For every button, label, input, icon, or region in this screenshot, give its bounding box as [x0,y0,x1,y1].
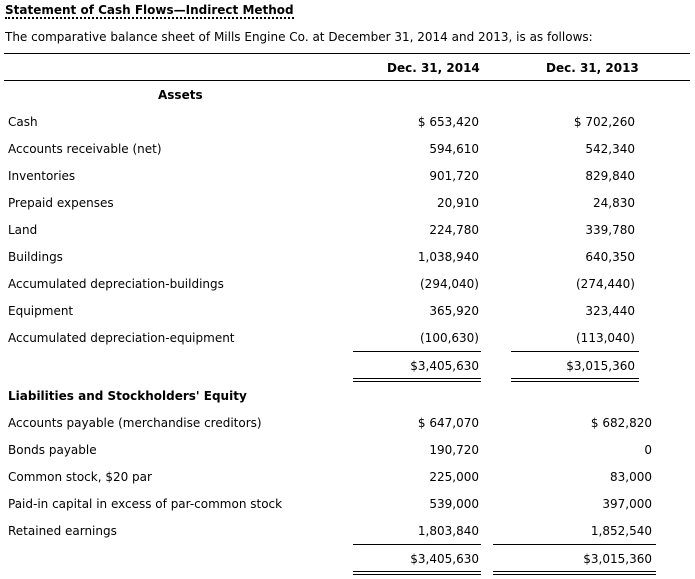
row-label: Land [8,223,38,237]
table-row [0,331,695,346]
value-2014: (100,630) [420,331,479,345]
value-2014: 1,038,940 [417,250,479,264]
table-row [0,142,695,157]
value-2013: 1,852,540 [590,524,652,538]
assets-total-2013: $3,015,360 [566,359,635,373]
table-row [0,196,695,211]
subtotal-rule-2014 [353,544,481,545]
liabilities-heading: Liabilities and Stockholders' Equity [8,389,247,403]
header-top-rule [4,53,690,54]
value-2013: 829,840 [585,169,635,183]
row-label: Equipment [8,304,74,318]
value-2014: 539,000 [429,497,479,511]
total-double-rule-2014 [353,574,481,575]
value-2013: 640,350 [585,250,635,264]
liabilities-total-2014: $3,405,630 [410,552,479,566]
row-label: Buildings [8,250,63,264]
value-2014: 1,803,840 [417,524,479,538]
value-2013: (274,440) [576,277,635,291]
liabilities-total-row [0,552,695,567]
subtotal-rule-2014 [353,351,481,352]
value-2014: 224,780 [429,223,479,237]
value-2014: $ 647,070 [417,416,479,430]
assets-total-row [0,359,695,374]
assets-total-2014: $3,405,630 [410,359,479,373]
subtotal-rule-2013 [511,351,639,352]
total-double-rule-2014 [353,571,481,572]
table-row [0,250,695,265]
column-header-2013: Dec. 31, 2013 [546,61,639,75]
table-row [0,169,695,184]
value-2013: 339,780 [585,223,635,237]
value-2014: 901,720 [429,169,479,183]
table-row [0,115,695,130]
header-bottom-rule [4,80,690,81]
value-2013: 0 [644,443,652,457]
intro-text: The comparative balance sheet of Mills Engine Co. at December 31, 2014 and 2013, is as follows: [5,30,593,44]
total-double-rule-2014 [353,381,481,382]
row-label: Cash [8,115,38,129]
row-label: Prepaid expenses [8,196,114,210]
total-double-rule-2013 [493,574,656,575]
row-label: Common stock, $20 par [8,470,152,484]
table-row [0,416,695,431]
value-2013: (113,040) [576,331,635,345]
liabilities-total-2013: $3,015,360 [583,552,652,566]
value-2013: $ 682,820 [590,416,652,430]
value-2013: 83,000 [610,470,652,484]
value-2014: 20,910 [437,196,479,210]
row-label: Accounts receivable (net) [8,142,162,156]
row-label: Accumulated depreciation-equipment [8,331,235,345]
total-double-rule-2013 [511,381,639,382]
value-2014: $ 653,420 [417,115,479,129]
value-2013: 24,830 [593,196,635,210]
value-2014: 365,920 [429,304,479,318]
value-2014: 594,610 [429,142,479,156]
value-2013: 397,000 [602,497,652,511]
subtotal-rule-2013 [493,544,656,545]
table-row [0,470,695,485]
value-2013: $ 702,260 [573,115,635,129]
row-label: Accounts payable (merchandise creditors) [8,416,262,430]
table-row [0,304,695,319]
table-row [0,223,695,238]
table-row [0,497,695,512]
page-title: Statement of Cash Flows—Indirect Method [5,3,294,17]
row-label: Retained earnings [8,524,117,538]
row-label: Paid-in capital in excess of par-common stock [8,497,283,511]
table-row [0,277,695,292]
value-2014: (294,040) [420,277,479,291]
table-row [0,443,695,458]
row-label: Bonds payable [8,443,97,457]
row-label: Accumulated depreciation-buildings [8,277,224,291]
column-header-2014: Dec. 31, 2014 [387,61,480,75]
assets-heading: Assets [158,88,203,102]
value-2013: 542,340 [585,142,635,156]
row-label: Inventories [8,169,76,183]
total-double-rule-2013 [511,378,639,379]
value-2014: 225,000 [429,470,479,484]
table-row [0,524,695,539]
total-double-rule-2013 [493,571,656,572]
value-2014: 190,720 [429,443,479,457]
value-2013: 323,440 [585,304,635,318]
total-double-rule-2014 [353,378,481,379]
